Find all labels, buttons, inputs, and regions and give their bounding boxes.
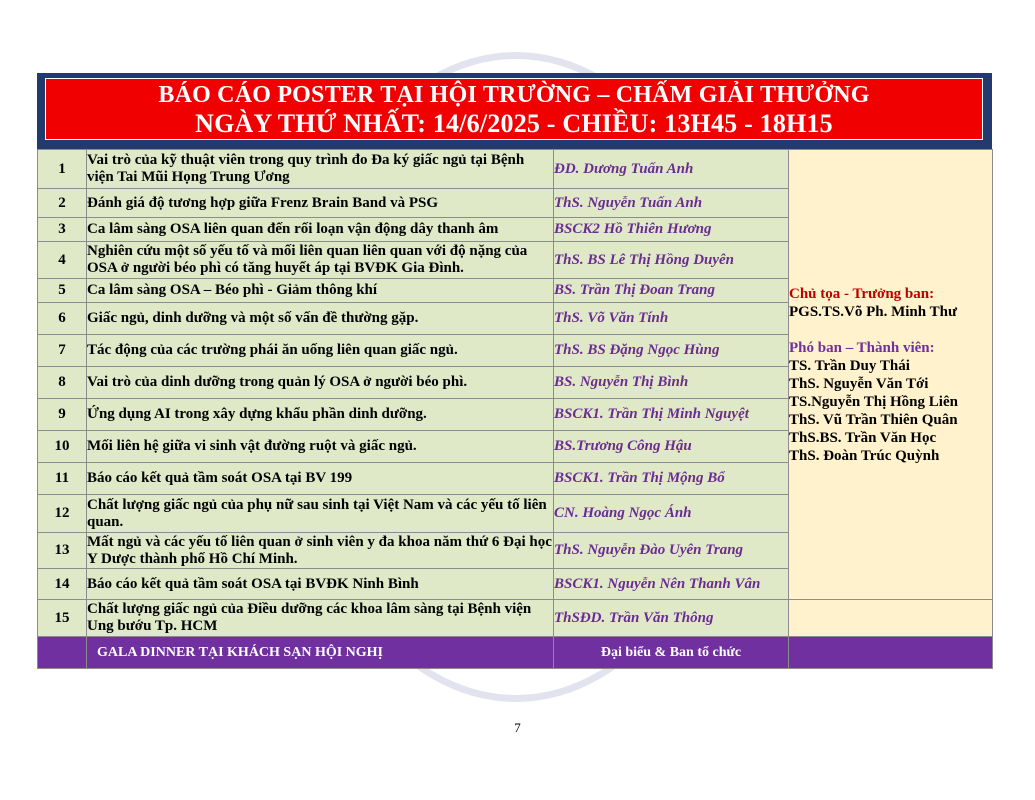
- poster-author: BS.Trương Công Hậu: [554, 431, 789, 463]
- row-number: 12: [38, 495, 87, 533]
- poster-title: Báo cáo kết quả tầm soát OSA tại BVĐK Ninh Bình: [87, 569, 554, 600]
- row-number: 14: [38, 569, 87, 600]
- header-date-time: NGÀY THỨ NHẤT: 14/6/2025 - CHIỀU: 13H45 - 18H15: [195, 109, 833, 138]
- poster-author: ThSĐD. Trần Văn Thông: [554, 600, 789, 637]
- poster-title: Báo cáo kết quả tầm soát OSA tại BV 199: [87, 463, 554, 495]
- row-number: 6: [38, 303, 87, 335]
- row-number: 2: [38, 189, 87, 218]
- poster-author: BSCK1. Trần Thị Mộng Bổ: [554, 463, 789, 495]
- panel-member: ThS. Vũ Trần Thiên Quân: [789, 411, 958, 428]
- header-banner: [37, 73, 992, 150]
- poster-author: CN. Hoàng Ngọc Ánh: [554, 495, 789, 533]
- gala-empty-cell: [789, 637, 993, 669]
- poster-author: ĐD. Dương Tuấn Anh: [554, 150, 789, 189]
- poster-author: ThS. Võ Văn Tính: [554, 303, 789, 335]
- row-number: 13: [38, 533, 87, 569]
- poster-title: Đánh giá độ tương hợp giữa Frenz Brain Band và PSG: [87, 189, 554, 218]
- vice-label: Phó ban – Thành viên:: [789, 339, 935, 356]
- header-title: BÁO CÁO POSTER TẠI HỘI TRƯỜNG – CHẤM GIẢI THƯỞNG: [158, 82, 870, 108]
- panel-member: ThS.BS. Trần Văn Học: [789, 429, 937, 446]
- chair-label: Chủ tọa - Trưởng ban:: [789, 285, 935, 302]
- gala-organizer: Đại biểu & Ban tổ chức: [554, 637, 789, 669]
- chair-name: PGS.TS.Võ Ph. Minh Thư: [789, 303, 957, 320]
- page-number: 7: [514, 720, 521, 735]
- poster-schedule-table: [37, 149, 993, 669]
- poster-author: BSCK2 Hồ Thiên Hương: [554, 218, 789, 242]
- row-number: 11: [38, 463, 87, 495]
- row-number: 4: [38, 242, 87, 279]
- poster-title: Ca lâm sàng OSA liên quan đến rối loạn vận động dây thanh âm: [87, 218, 554, 242]
- row-number: 10: [38, 431, 87, 463]
- gala-title: GALA DINNER TẠI KHÁCH SẠN HỘI NGHỊ: [87, 637, 554, 669]
- row-number: 1: [38, 150, 87, 189]
- panel-member: ThS. Đoàn Trúc Quỳnh: [789, 447, 940, 464]
- row-number: 15: [38, 600, 87, 637]
- poster-title: Ca lâm sàng OSA – Béo phì - Giảm thông khí: [87, 279, 554, 303]
- row-number: 9: [38, 399, 87, 431]
- poster-title: Vai trò của dinh dưỡng trong quản lý OSA ở người béo phì.: [87, 367, 554, 399]
- panel-member: TS.Nguyễn Thị Hồng Liên: [789, 393, 958, 410]
- poster-title: Mối liên hệ giữa vi sinh vật đường ruột và giấc ngủ.: [87, 431, 554, 463]
- table-row: [38, 600, 993, 637]
- empty-panel-cell: [789, 600, 993, 637]
- gala-row: [38, 637, 993, 669]
- poster-author: ThS. BS Lê Thị Hồng Duyên: [554, 242, 789, 279]
- poster-title: Vai trò của kỹ thuật viên trong quy trình đo Đa ký giấc ngủ tại Bệnh viện Tai Mũi Họng Trung Ương: [87, 150, 554, 189]
- poster-author: BSCK1. Trần Thị Minh Nguyệt: [554, 399, 789, 431]
- row-number: 5: [38, 279, 87, 303]
- poster-author: ThS. Nguyễn Đào Uyên Trang: [554, 533, 789, 569]
- poster-author: BSCK1. Nguyễn Nên Thanh Vân: [554, 569, 789, 600]
- poster-author: BS. Trần Thị Đoan Trang: [554, 279, 789, 303]
- row-number: 7: [38, 335, 87, 367]
- poster-title: Nghiên cứu một số yếu tố và mối liên quan liên quan với độ nặng của OSA ở người béo phì có tăng huyết áp tại BVĐK Gia Đình.: [87, 242, 554, 279]
- panel-member: ThS. Nguyễn Văn Tới: [789, 375, 929, 392]
- header-title-box: [45, 78, 983, 140]
- gala-empty-cell: [38, 637, 87, 669]
- poster-author: ThS. BS Đặng Ngọc Hùng: [554, 335, 789, 367]
- poster-author: ThS. Nguyễn Tuấn Anh: [554, 189, 789, 218]
- poster-title: Chất lượng giấc ngủ của Điều dưỡng các khoa lâm sàng tại Bệnh viện Ung bướu Tp. HCM: [87, 600, 554, 637]
- poster-title: Tác động của các trường phái ăn uống liên quan giấc ngủ.: [87, 335, 554, 367]
- poster-title: Giấc ngủ, dinh dưỡng và một số vấn đề thường gặp.: [87, 303, 554, 335]
- poster-title: Ứng dụng AI trong xây dựng khẩu phần dinh dưỡng.: [87, 399, 554, 431]
- poster-author: BS. Nguyễn Thị Bình: [554, 367, 789, 399]
- row-number: 3: [38, 218, 87, 242]
- panel-member: TS. Trần Duy Thái: [789, 357, 910, 374]
- judging-panel: [789, 150, 993, 600]
- table-row: [38, 150, 993, 189]
- poster-title: Chất lượng giấc ngủ của phụ nữ sau sinh tại Việt Nam và các yếu tố liên quan.: [87, 495, 554, 533]
- row-number: 8: [38, 367, 87, 399]
- poster-title: Mất ngủ và các yếu tố liên quan ở sinh viên y đa khoa năm thứ 6 Đại học Y Dược thành phố Hồ Chí Minh.: [87, 533, 552, 567]
